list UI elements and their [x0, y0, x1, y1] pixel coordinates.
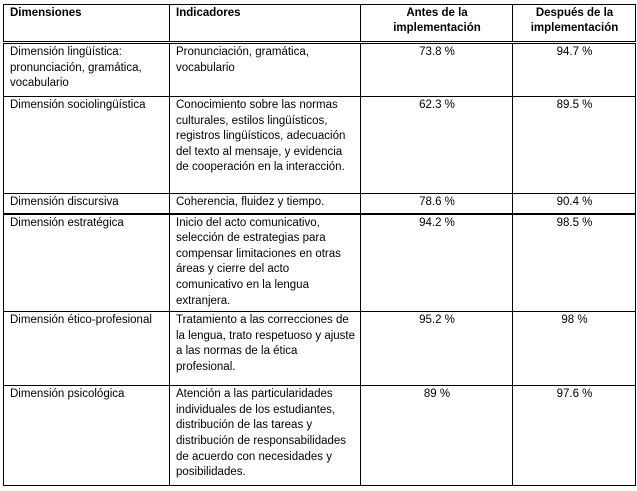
row-dimension: Dimensión estratégica — [4, 214, 170, 312]
row-before-value: 89 % — [361, 386, 513, 486]
row-dimension: Dimensión sociolingüística — [4, 97, 170, 194]
row-after-value: 94.7 % — [513, 43, 636, 97]
row-after-value: 97.6 % — [513, 386, 636, 486]
header-dimensions: Dimensiones — [4, 5, 170, 43]
row-before-value: 62.3 % — [361, 97, 513, 194]
table-header-row — [4, 5, 636, 43]
row-indicators: Pronunciación, gramática, vocabulario — [170, 43, 361, 97]
row-indicators: Tratamiento a las correcciones de la lengua, trato respetuoso y ajuste a las normas de la ética profesional. — [170, 312, 361, 386]
row-dimension: Dimensión psicológica — [4, 386, 170, 486]
header-after: Después de la implementación — [513, 5, 636, 43]
row-after-value: 98.5 % — [513, 214, 636, 312]
row-dimension: Dimensión ético-profesional — [4, 312, 170, 386]
row-dimension: Dimensión lingüística: pronunciación, gramática, vocabulario — [4, 43, 170, 97]
table-row — [4, 214, 636, 312]
row-after-value: 98 % — [513, 312, 636, 386]
row-indicators: Coherencia, fluidez y tiempo. — [170, 194, 361, 214]
row-before-value: 94.2 % — [361, 214, 513, 312]
table-row — [4, 386, 636, 486]
header-before: Antes de la implementación — [361, 5, 513, 43]
row-after-value: 89.5 % — [513, 97, 636, 194]
table-row — [4, 97, 636, 194]
table-row — [4, 43, 636, 97]
table-row — [4, 312, 636, 386]
row-indicators: Atención a las particularidades individuales de los estudiantes, distribución de las tareas y distribución de responsabilidades de acuerdo con necesidades y posibilidades. — [170, 386, 361, 486]
header-indicators: Indicadores — [170, 5, 361, 43]
results-table — [3, 4, 636, 486]
table-row — [4, 194, 636, 214]
row-indicators: Conocimiento sobre las normas culturales, estilos lingüísticos, registros lingüísticos, adecuación del texto al mensaje, y evidencia de cooperación en la interacción. — [170, 97, 361, 194]
row-before-value: 73.8 % — [361, 43, 513, 97]
row-after-value: 90.4 % — [513, 194, 636, 214]
row-indicators: Inicio del acto comunicativo, selección de estrategias para compensar limitaciones en otras áreas y cierre del acto comunicativo en la lengua extranjera. — [170, 214, 361, 312]
row-dimension: Dimensión discursiva — [4, 194, 170, 214]
row-before-value: 95.2 % — [361, 312, 513, 386]
row-before-value: 78.6 % — [361, 194, 513, 214]
